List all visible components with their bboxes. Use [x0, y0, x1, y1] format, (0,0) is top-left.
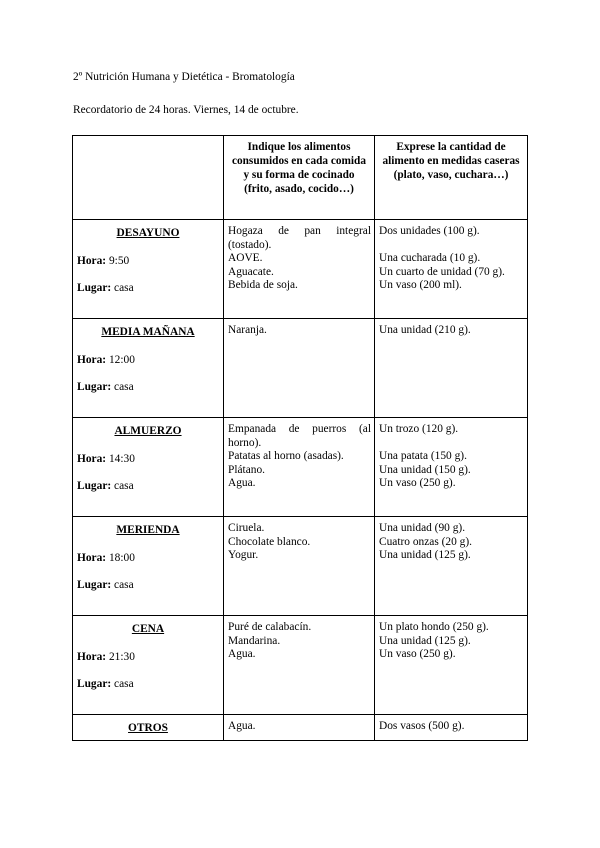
food-item: Ciruela. — [228, 522, 265, 534]
table-row — [73, 616, 528, 715]
quantity-item: Una patata (150 g). — [379, 450, 467, 463]
quantity-item: Un cuarto de unidad (70 g). — [379, 265, 505, 278]
quantities-cell — [375, 319, 528, 418]
foods-cell — [224, 616, 375, 715]
foods-cell — [224, 418, 375, 517]
food-item: Mandarina. — [228, 634, 281, 647]
hora-label: Hora: — [77, 651, 107, 663]
quantity-item: Un trozo (120 g). — [379, 423, 459, 435]
hora-value: 9:50 — [108, 255, 130, 267]
quantity-item: Un plato hondo (250 g). — [379, 621, 489, 633]
meal-place — [77, 677, 219, 691]
quantity-item: Un vaso (250 g). — [379, 648, 456, 661]
meal-name: MERIENDA — [116, 524, 180, 536]
food-item: Chocolate blanco. — [228, 535, 311, 548]
food-item: Patatas al horno (asadas). — [228, 450, 344, 463]
meal-cell — [73, 418, 224, 517]
meal-time — [77, 551, 219, 565]
lugar-value: casa — [114, 480, 134, 492]
foods-cell — [224, 319, 375, 418]
lugar-value: casa — [114, 282, 134, 294]
table-row-otros — [73, 715, 528, 741]
quantities-cell — [375, 220, 528, 319]
document-subheader: Recordatorio de 24 horas. Viernes, 14 de octubre. — [73, 104, 299, 116]
meal-name: CENA — [131, 623, 165, 635]
hora-value: 21:30 — [108, 651, 135, 663]
meal-time — [77, 650, 219, 664]
quantity-item: Una unidad (150 g). — [379, 463, 471, 476]
recall-table — [72, 135, 528, 741]
quantity-item: Una unidad (210 g). — [379, 324, 471, 336]
table-row — [73, 319, 528, 418]
table-row — [73, 418, 528, 517]
food-item: Aguacate. — [228, 265, 274, 278]
spacer — [379, 239, 524, 253]
hora-label: Hora: — [77, 453, 107, 465]
quantity-item: Una unidad (125 g). — [379, 549, 471, 562]
food-item: Agua. — [228, 477, 256, 490]
meal-name: OTROS — [128, 722, 168, 734]
food-item: AOVE. — [228, 252, 263, 265]
column-header-foods: Indique los alimentos consumidos en cada comida y su forma de cocinado (frito, asado, cocido…) — [224, 136, 375, 220]
food-item: Yogur. — [228, 549, 259, 562]
foods-cell — [224, 715, 375, 741]
quantity-item: Dos unidades (100 g). — [379, 225, 480, 237]
hora-label: Hora: — [77, 552, 107, 564]
food-item: Empanada de puerros (al horno). — [228, 423, 371, 449]
meal-name: ALMUERZO — [114, 425, 182, 437]
document-header: 2º Nutrición Humana y Dietética - Bromatología — [73, 71, 295, 83]
food-item: Puré de calabacín. — [228, 621, 312, 633]
quantity-item: Dos vasos (500 g). — [379, 720, 465, 732]
hora-label: Hora: — [77, 354, 107, 366]
lugar-label: Lugar: — [77, 678, 112, 690]
lugar-label: Lugar: — [77, 282, 112, 294]
lugar-label: Lugar: — [77, 480, 112, 492]
quantity-item: Una unidad (125 g). — [379, 634, 471, 647]
quantity-item: Cuatro onzas (20 g). — [379, 535, 472, 548]
lugar-value: casa — [114, 381, 134, 393]
quantity-item: Una unidad (90 g). — [379, 522, 466, 534]
meal-place — [77, 578, 219, 592]
hora-label: Hora: — [77, 255, 107, 267]
meal-place — [77, 281, 219, 295]
food-item: Agua. — [228, 720, 256, 732]
spacer — [379, 437, 524, 451]
meal-time — [77, 254, 219, 268]
lugar-value: casa — [114, 678, 134, 690]
meal-name: DESAYUNO — [116, 227, 180, 239]
food-item: Naranja. — [228, 324, 267, 336]
food-item: Bebida de soja. — [228, 279, 298, 292]
meal-place — [77, 479, 219, 493]
meal-cell — [73, 616, 224, 715]
meal-cell — [73, 517, 224, 616]
table-row — [73, 220, 528, 319]
quantities-cell — [375, 418, 528, 517]
quantities-cell — [375, 715, 528, 741]
meal-time — [77, 353, 219, 367]
table-header-row — [73, 136, 528, 220]
quantities-cell — [375, 517, 528, 616]
column-header-meal — [73, 136, 224, 220]
hora-value: 12:00 — [108, 354, 135, 366]
meal-cell — [73, 319, 224, 418]
food-item: Hogaza de pan integral (tostado). — [228, 225, 371, 251]
hora-value: 18:00 — [108, 552, 135, 564]
table-row — [73, 517, 528, 616]
foods-cell — [224, 517, 375, 616]
quantities-cell — [375, 616, 528, 715]
lugar-label: Lugar: — [77, 579, 112, 591]
quantity-item: Un vaso (250 g). — [379, 477, 456, 490]
meal-place — [77, 380, 219, 394]
lugar-value: casa — [114, 579, 134, 591]
hora-value: 14:30 — [108, 453, 135, 465]
food-item: Agua. — [228, 648, 256, 661]
meal-time — [77, 452, 219, 466]
food-item: Plátano. — [228, 463, 266, 476]
meal-name: MEDIA MAÑANA — [101, 326, 195, 338]
meal-cell — [73, 220, 224, 319]
foods-cell — [224, 220, 375, 319]
column-header-quantities: Exprese la cantidad de alimento en medidas caseras (plato, vaso, cuchara…) — [375, 136, 528, 220]
lugar-label: Lugar: — [77, 381, 112, 393]
quantity-item: Un vaso (200 ml). — [379, 279, 462, 292]
meal-cell — [73, 715, 224, 741]
quantity-item: Una cucharada (10 g). — [379, 252, 481, 265]
